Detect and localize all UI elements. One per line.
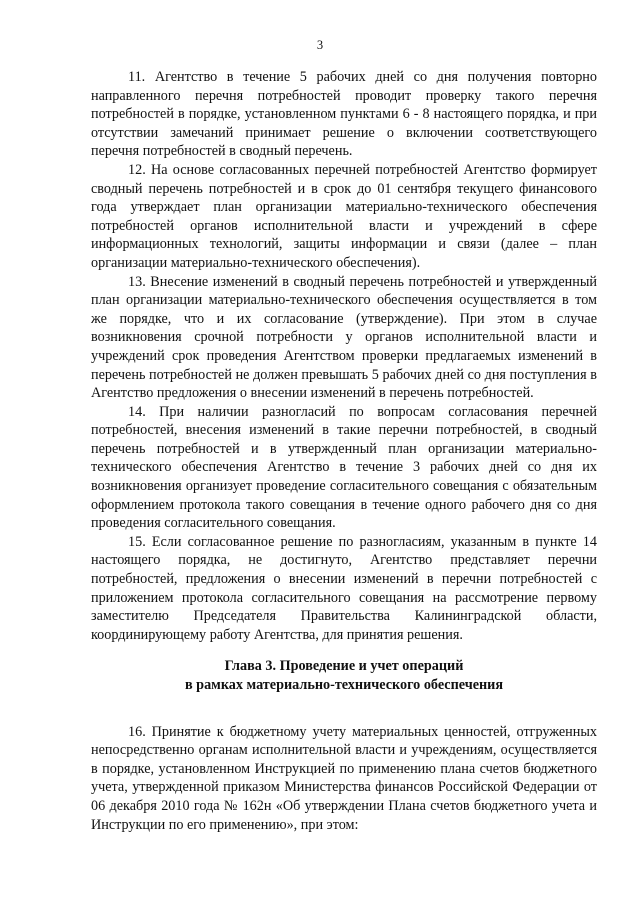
paragraph-11: 11. Агентство в течение 5 рабочих дней со дня получения повторно направленного перечня потребностей проводит проверку такого перечня потребностей в порядке, установленном пунктами 6 - 8 настоящего порядка, и при отсутствии замечаний принимает решение о включении соответствующего перечня потребностей в сводный перечень. [91,69,597,160]
paragraph-15: 15. Если согласованное решение по разногласиям, указанным в пункте 14 настоящего порядка, не достигнуто, Агентство представляет перечни потребностей, предложения о внесении изменений в перечни потребностей с приложением протокола согласительного совещания на рассмотрение первому заместителю Председателя Правительства Калининградской области, координирующему работу Агентства, для принятия решения. [91,533,597,643]
paragraph-16: 16. Принятие к бюджетному учету материальных ценностей, отгруженных непосредственно органам исполнительной власти и учреждениям, осуществляется в порядке, установленном Инструкцией по применению плана счетов бюджетного учета, утвержденной приказом Министерства финансов Российской Федерации от 06 декабря 2010 года № 162н «Об утверждении Плана счетов бюджетного учета и Инструкции по его применению», при этом: [91,723,597,833]
paragraph-13: 13. Внесение изменений в сводный перечень потребностей и утвержденный план организации материально-технического обеспечения осуществляется в том же порядке, что и их согласование (утверждение). При этом в случае возникновения срочной потребности у органов исполнительной власти и учреждений срок проведения Агентством проверки предлагаемых изменений в перечень потребностей не должен превышать 5 рабочих дней со дня поступления в Агентство предложения о внесении изменений в перечень потребностей. [91,273,597,402]
page-number: 3 [316,38,324,52]
paragraph-14: 14. При наличии разногласий по вопросам согласования перечней потребностей, внесения изменений в такие перечни потребностей, в сводный перечень потребностей и в утвержденный план организации материально-технического обеспечения Агентство в течение 3 рабочих дней со дня их возникновения организует проведение согласительного совещания с обязательным оформлением протокола такого совещания в течение одного рабочего дня со дня проведения согласительного совещания. [91,403,597,532]
chapter-heading [91,657,597,694]
paragraph-12: 12. На основе согласованных перечней потребностей Агентство формирует сводный перечень потребностей и в срок до 01 сентября текущего финансового года утверждает план организации материально-технического обеспечения потребностей органов исполнительной власти и учреждений в сфере информационных технологий, защиты информации и связи (далее – план организации материально-технического обеспечения). [91,161,597,271]
chapter-title-line-2: в рамках материально-технического обеспечения [184,677,504,693]
document-body [91,68,597,834]
chapter-title-line-1: Глава 3. Проведение и учет операций [224,658,464,675]
